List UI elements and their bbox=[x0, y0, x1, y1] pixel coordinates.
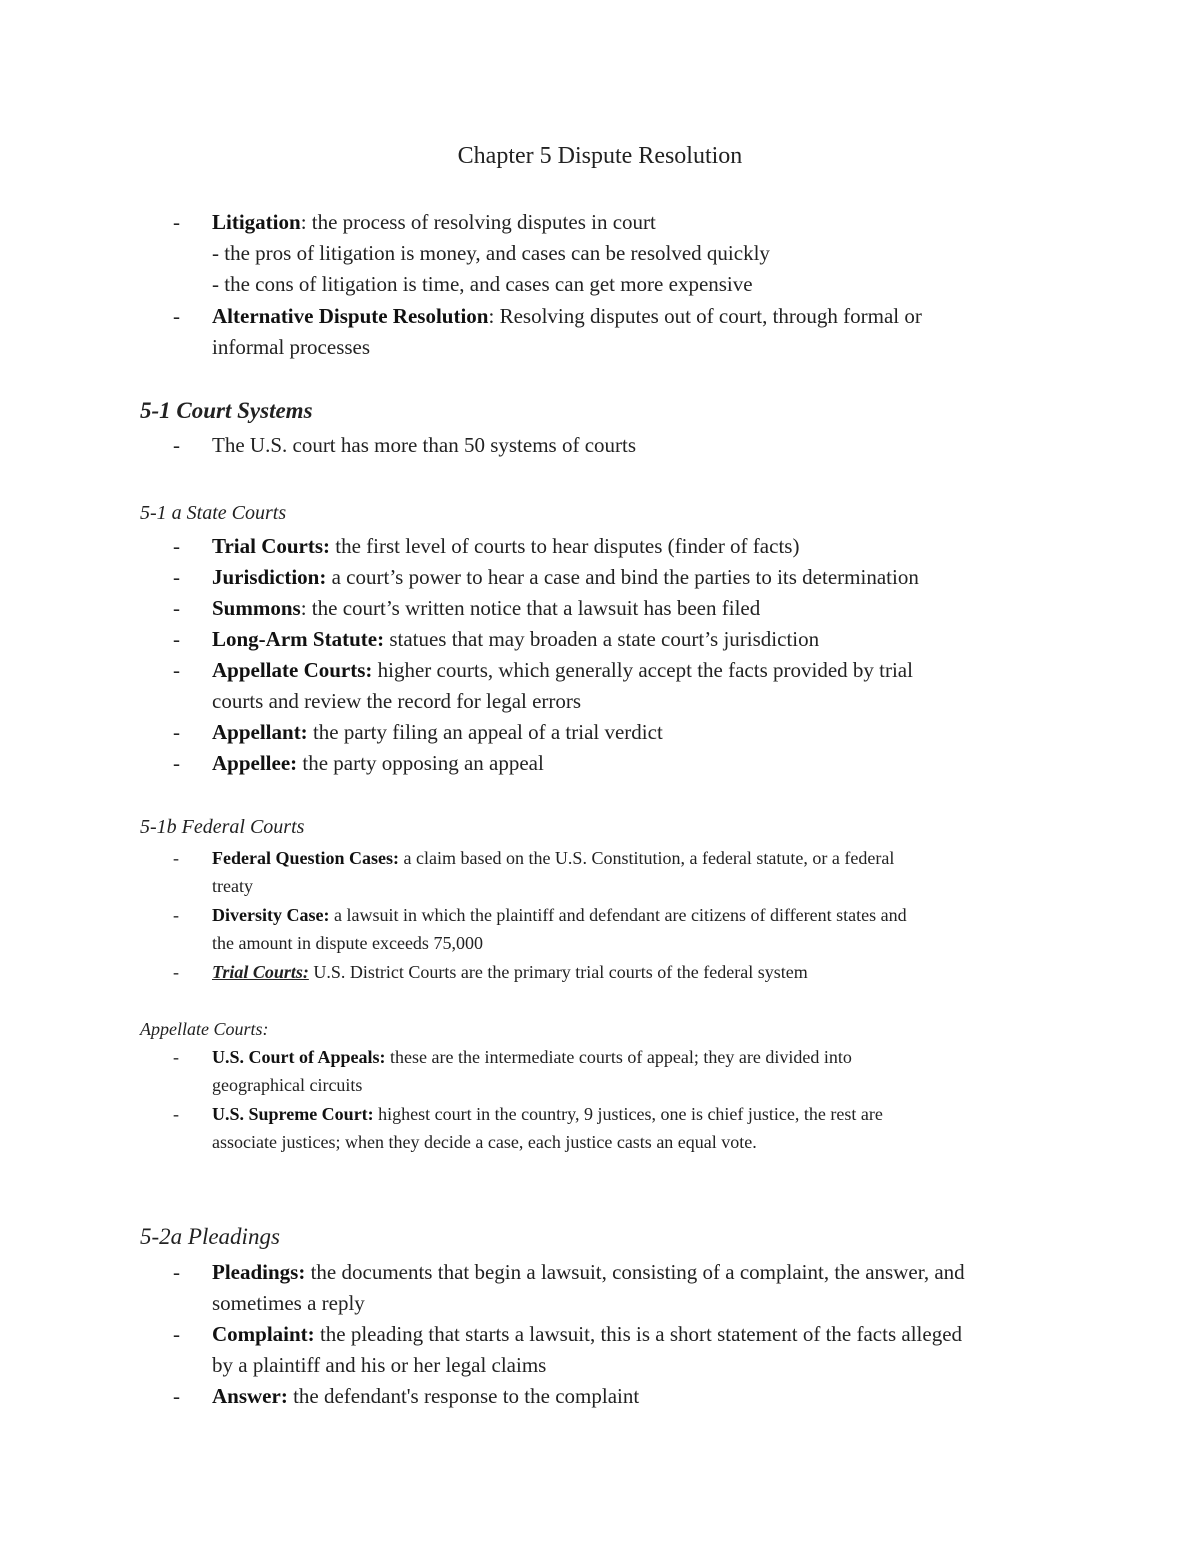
term: Diversity Case: bbox=[212, 905, 330, 925]
list-item-continuation: informal processes bbox=[212, 335, 371, 359]
subsection-heading: 5-1 a State Courts bbox=[140, 502, 287, 524]
bullet: - bbox=[173, 627, 180, 651]
definition: a lawsuit in which the plaintiff and defendant are citizens of different states and bbox=[329, 905, 907, 925]
bullet: - bbox=[173, 751, 180, 775]
list-item bbox=[212, 596, 760, 621]
list-item bbox=[212, 751, 544, 776]
list-item: The U.S. court has more than 50 systems of courts bbox=[212, 433, 637, 457]
bullet: - bbox=[173, 848, 179, 868]
bullet: - bbox=[173, 1104, 179, 1124]
list-item-continuation: the amount in dispute exceeds 75,000 bbox=[212, 933, 483, 953]
term: Pleadings: bbox=[212, 1260, 306, 1284]
list-item bbox=[212, 1322, 962, 1347]
term: Trial Courts: bbox=[212, 962, 309, 982]
term: Federal Question Cases: bbox=[212, 848, 399, 868]
bullet: - bbox=[173, 210, 180, 234]
definition: : the court’s written notice that a lawsuit has been filed bbox=[300, 596, 761, 620]
bullet: - bbox=[173, 962, 179, 982]
list-item bbox=[212, 1384, 639, 1409]
bullet: - bbox=[173, 1260, 180, 1284]
term: Alternative Dispute Resolution bbox=[212, 304, 489, 328]
list-item bbox=[212, 210, 656, 235]
list-item bbox=[212, 905, 907, 926]
bullet: - bbox=[173, 905, 179, 925]
list-item bbox=[212, 1260, 965, 1285]
bullet: - bbox=[173, 658, 180, 682]
list-item-continuation: associate justices; when they decide a case, each justice casts an equal vote. bbox=[212, 1132, 757, 1152]
definition: a court’s power to hear a case and bind the parties to its determination bbox=[326, 565, 919, 589]
list-item bbox=[212, 304, 922, 329]
list-item bbox=[212, 720, 663, 745]
term: Appellee: bbox=[212, 751, 298, 775]
list-item bbox=[212, 1104, 883, 1125]
definition: : the process of resolving disputes in court bbox=[300, 210, 656, 234]
list-item: - the cons of litigation is time, and cases can get more expensive bbox=[212, 272, 753, 296]
term: Summons bbox=[212, 596, 301, 620]
list-item-continuation: courts and review the record for legal errors bbox=[212, 689, 582, 713]
bullet: - bbox=[173, 1384, 180, 1408]
definition: U.S. District Courts are the primary trial courts of the federal system bbox=[308, 962, 808, 982]
bullet: - bbox=[173, 596, 180, 620]
list-item-continuation: treaty bbox=[212, 876, 253, 896]
list-item-continuation: geographical circuits bbox=[212, 1075, 363, 1095]
definition: the documents that begin a lawsuit, consisting of a complaint, the answer, and bbox=[305, 1260, 965, 1284]
bullet: - bbox=[173, 534, 180, 558]
list-item bbox=[212, 962, 808, 983]
term: U.S. Court of Appeals: bbox=[212, 1047, 386, 1067]
list-item-continuation: sometimes a reply bbox=[212, 1291, 365, 1315]
list-item bbox=[212, 1047, 852, 1068]
list-item bbox=[212, 627, 819, 652]
bullet: - bbox=[173, 720, 180, 744]
term: Jurisdiction: bbox=[212, 565, 327, 589]
list-item bbox=[212, 658, 913, 683]
term: Litigation bbox=[212, 210, 301, 234]
definition: highest court in the country, 9 justices, one is chief justice, the rest are bbox=[373, 1104, 883, 1124]
term: Appellate Courts: bbox=[212, 658, 373, 682]
bullet: - bbox=[173, 1322, 180, 1346]
definition: the defendant's response to the complaint bbox=[287, 1384, 640, 1408]
list-item bbox=[212, 565, 919, 590]
section-heading: 5-2a Pleadings bbox=[140, 1224, 280, 1249]
definition: the party filing an appeal of a trial verdict bbox=[307, 720, 663, 744]
definition: higher courts, which generally accept the facts provided by trial bbox=[372, 658, 913, 682]
term: Appellant: bbox=[212, 720, 308, 744]
definition: these are the intermediate courts of appeal; they are divided into bbox=[385, 1047, 852, 1067]
list-item bbox=[212, 534, 799, 559]
bullet: - bbox=[173, 433, 180, 457]
page-title: Chapter 5 Dispute Resolution bbox=[457, 143, 743, 169]
list-item: - the pros of litigation is money, and cases can be resolved quickly bbox=[212, 241, 770, 265]
definition: the first level of courts to hear disputes (finder of facts) bbox=[330, 534, 800, 558]
term: Trial Courts: bbox=[212, 534, 331, 558]
subsection-heading: Appellate Courts: bbox=[140, 1019, 269, 1039]
bullet: - bbox=[173, 304, 180, 328]
definition: statues that may broaden a state court’s jurisdiction bbox=[384, 627, 820, 651]
definition: the party opposing an appeal bbox=[297, 751, 544, 775]
term: U.S. Supreme Court: bbox=[212, 1104, 374, 1124]
subsection-heading: 5-1b Federal Courts bbox=[140, 816, 305, 838]
bullet: - bbox=[173, 565, 180, 589]
term: Answer: bbox=[212, 1384, 288, 1408]
list-item bbox=[212, 848, 894, 869]
bullet: - bbox=[173, 1047, 179, 1067]
definition: a claim based on the U.S. Constitution, a federal statute, or a federal bbox=[398, 848, 895, 868]
term: Complaint: bbox=[212, 1322, 315, 1346]
definition: the pleading that starts a lawsuit, this is a short statement of the facts alleged bbox=[314, 1322, 963, 1346]
term: Long-Arm Statute: bbox=[212, 627, 385, 651]
list-item-continuation: by a plaintiff and his or her legal claims bbox=[212, 1353, 547, 1377]
section-heading: 5-1 Court Systems bbox=[140, 398, 313, 423]
definition: : Resolving disputes out of court, through formal or bbox=[488, 304, 922, 328]
